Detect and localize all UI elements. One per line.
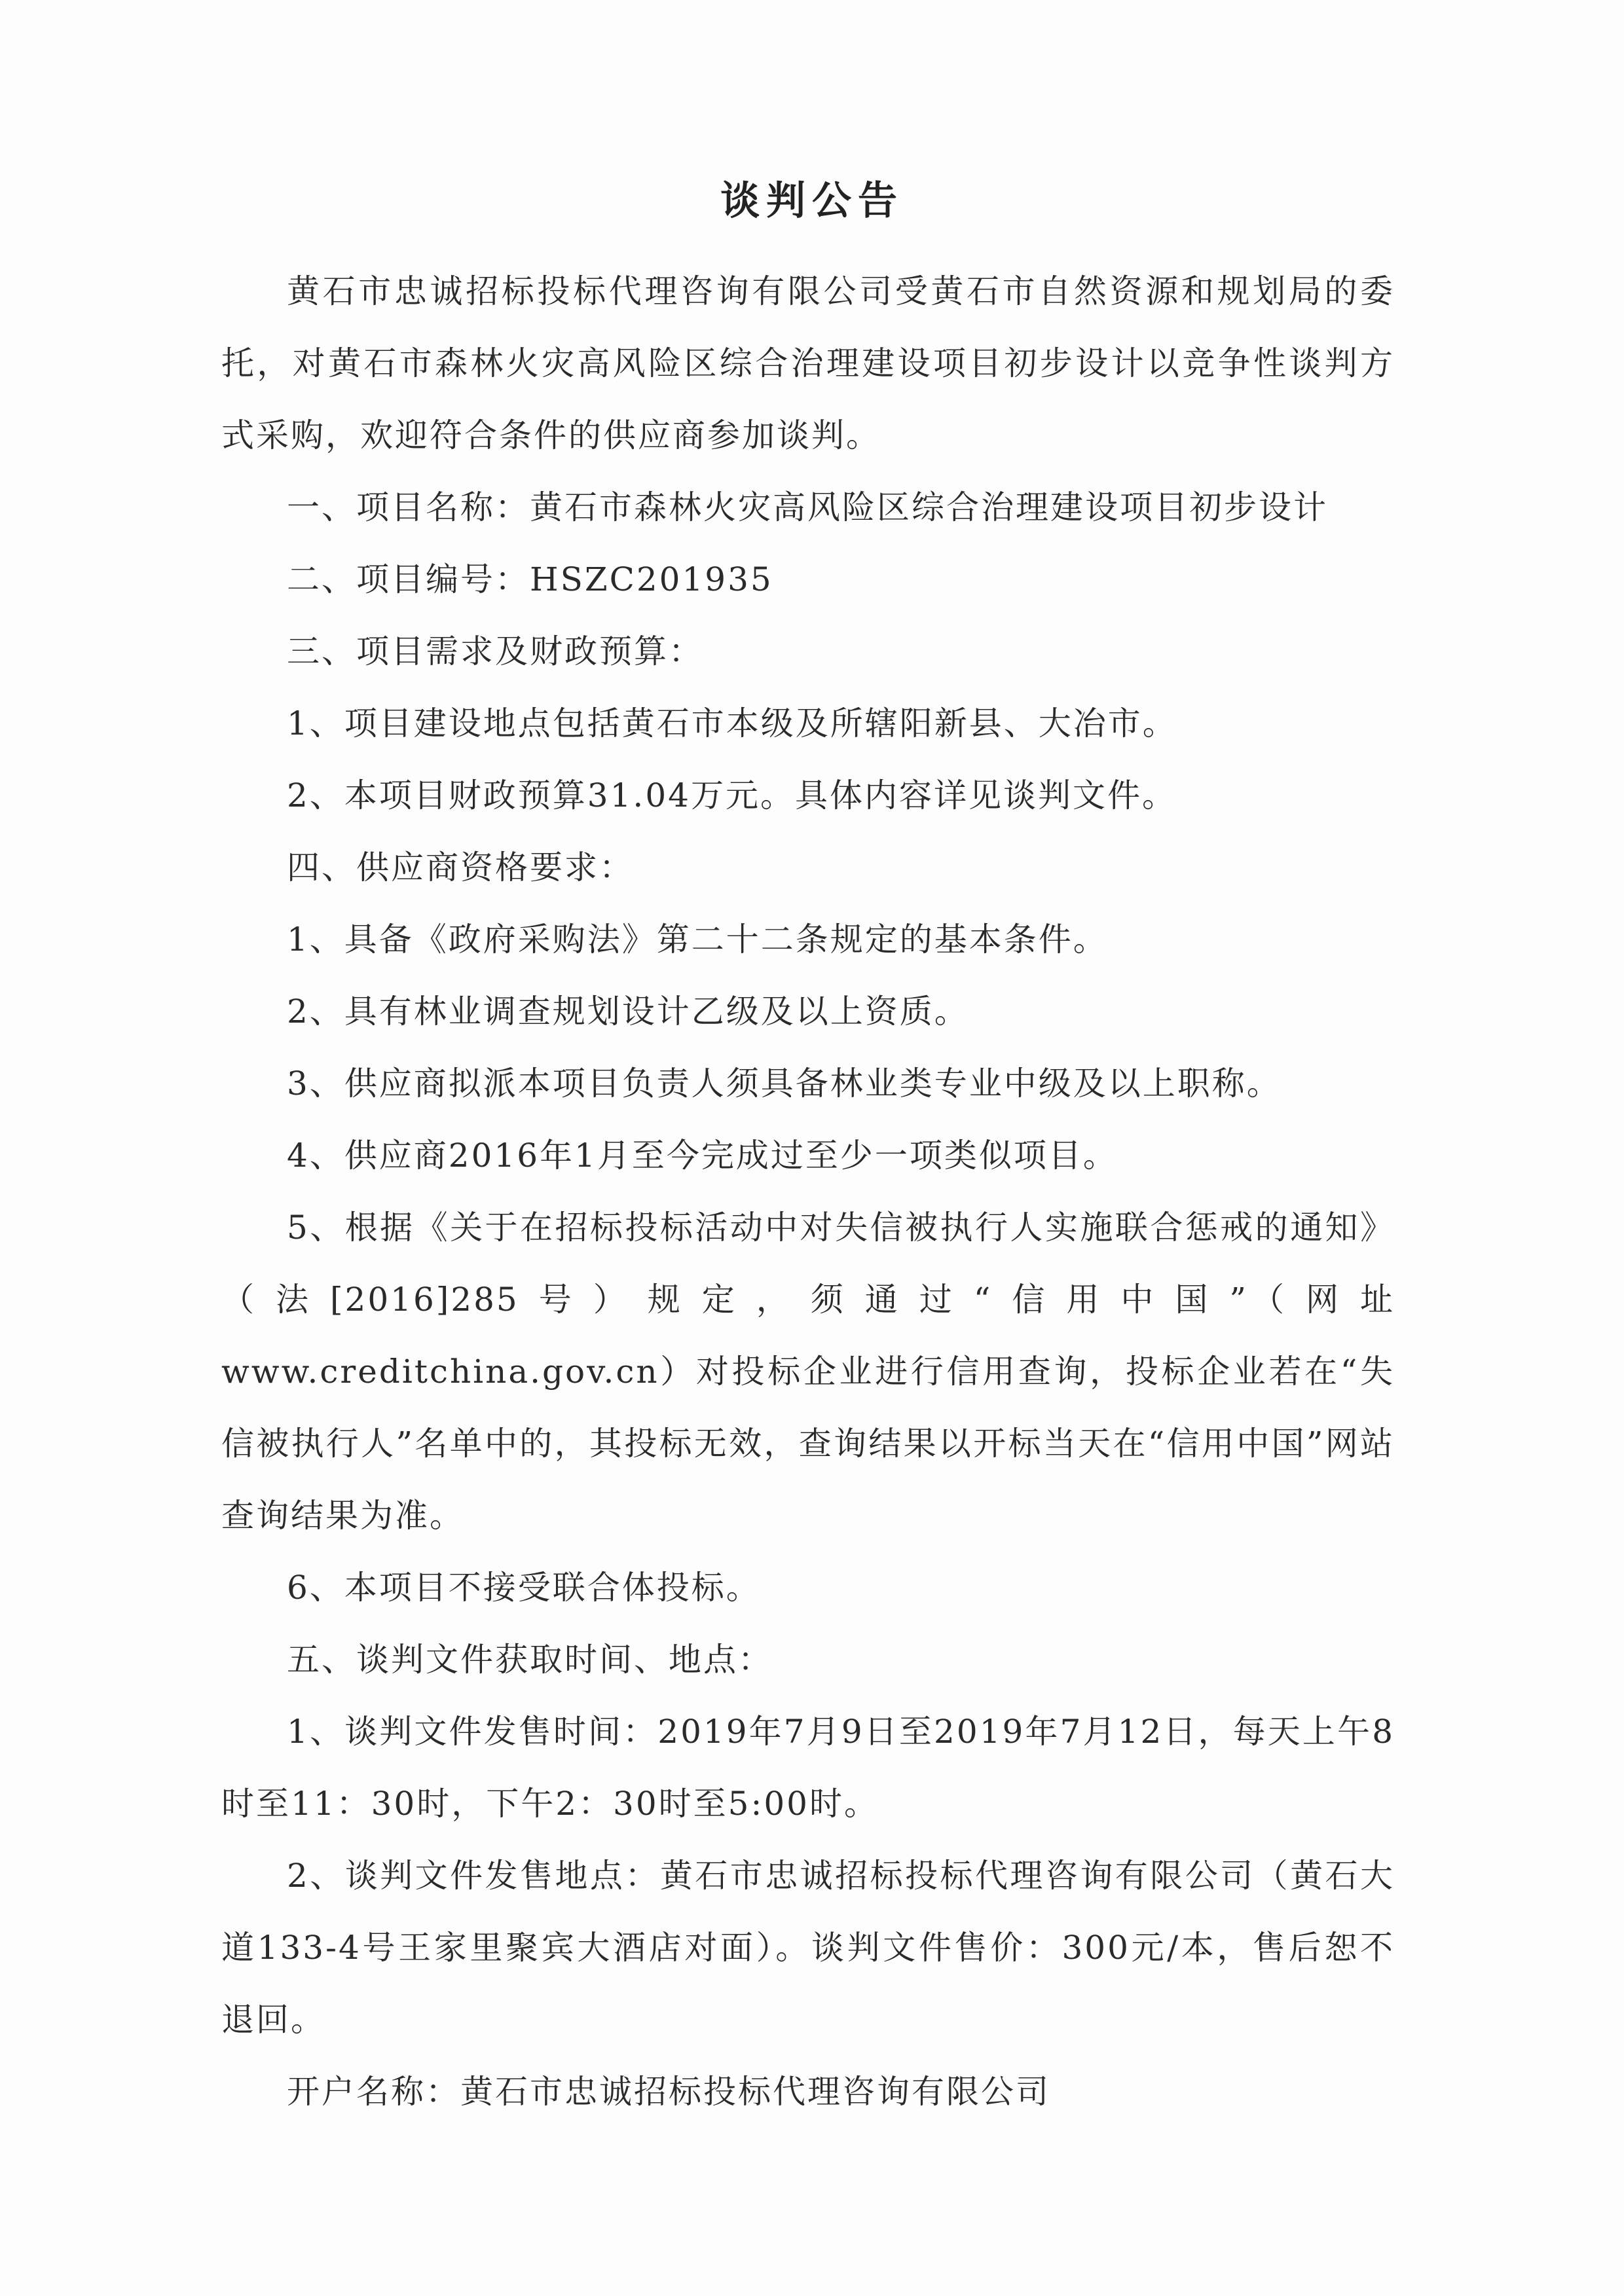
paragraph-requirement-2: 2、本项目财政预算31.04万元。具体内容详见谈判文件。 — [287, 776, 1177, 814]
paragraph-qualification-2: 2、具有林业调查规划设计乙级及以上资质。 — [287, 993, 969, 1030]
paragraph-project-name: 一、项目名称：黄石市森林火灾高风险区综合治理建设项目初步设计 — [287, 488, 1328, 526]
paragraph-project-number: 二、项目编号：HSZC201935 — [287, 560, 773, 598]
paragraph-account-name: 开户名称：黄石市忠诚招标投标代理咨询有限公司 — [287, 2073, 1050, 2111]
paragraph-requirements-heading: 三、项目需求及财政预算： — [287, 632, 703, 670]
paragraph-qualification-5: 5、根据《关于在招标投标活动中对失信被执行人实施联合惩戒的通知》（法[2016]285号）规定，须通过“信用中国”（网址www.creditchina.gov.cn）对投标企业进行信用查询，投标企业若在“失信被执行人”名单中的，其投标无效，查询结果以开标当天在“信用中国”网站查询结果为准。 — [221, 1209, 1395, 1535]
paragraph-qualification-heading: 四、供应商资格要求： — [287, 848, 634, 886]
paragraph-intro: 黄石市忠诚招标投标代理咨询有限公司受黄石市自然资源和规划局的委托，对黄石市森林火灾高风险区综合治理建设项目初步设计以竞争性谈判方式采购，欢迎符合条件的供应商参加谈判。 — [221, 272, 1395, 454]
paragraph-acquisition-place: 2、谈判文件发售地点：黄石市忠诚招标投标代理咨询有限公司（黄石大道133-4号王家里聚宾大酒店对面）。谈判文件售价：300元/本，售后恕不退回。 — [221, 1857, 1395, 2039]
paragraph-qualification-3: 3、供应商拟派本项目负责人须具备林业类专业中级及以上职称。 — [287, 1065, 1282, 1102]
document-body — [221, 255, 1395, 2128]
paragraph-qualification-1: 1、具备《政府采购法》第二十二条规定的基本条件。 — [287, 920, 1108, 958]
document-title: 谈判公告 — [720, 178, 904, 224]
paragraph-qualification-4: 4、供应商2016年1月至今完成过至少一项类似项目。 — [287, 1137, 1118, 1175]
paragraph-requirement-1: 1、项目建设地点包括黄石市本级及所辖阳新县、大冶市。 — [287, 704, 1177, 742]
paragraph-qualification-6: 6、本项目不接受联合体投标。 — [287, 1569, 761, 1607]
paragraph-acquisition-heading: 五、谈判文件获取时间、地点： — [287, 1641, 773, 1679]
paragraph-acquisition-time: 1、谈判文件发售时间：2019年7月9日至2019年7月12日，每天上午8时至11：30时，下午2：30时至5:00时。 — [221, 1713, 1395, 1823]
